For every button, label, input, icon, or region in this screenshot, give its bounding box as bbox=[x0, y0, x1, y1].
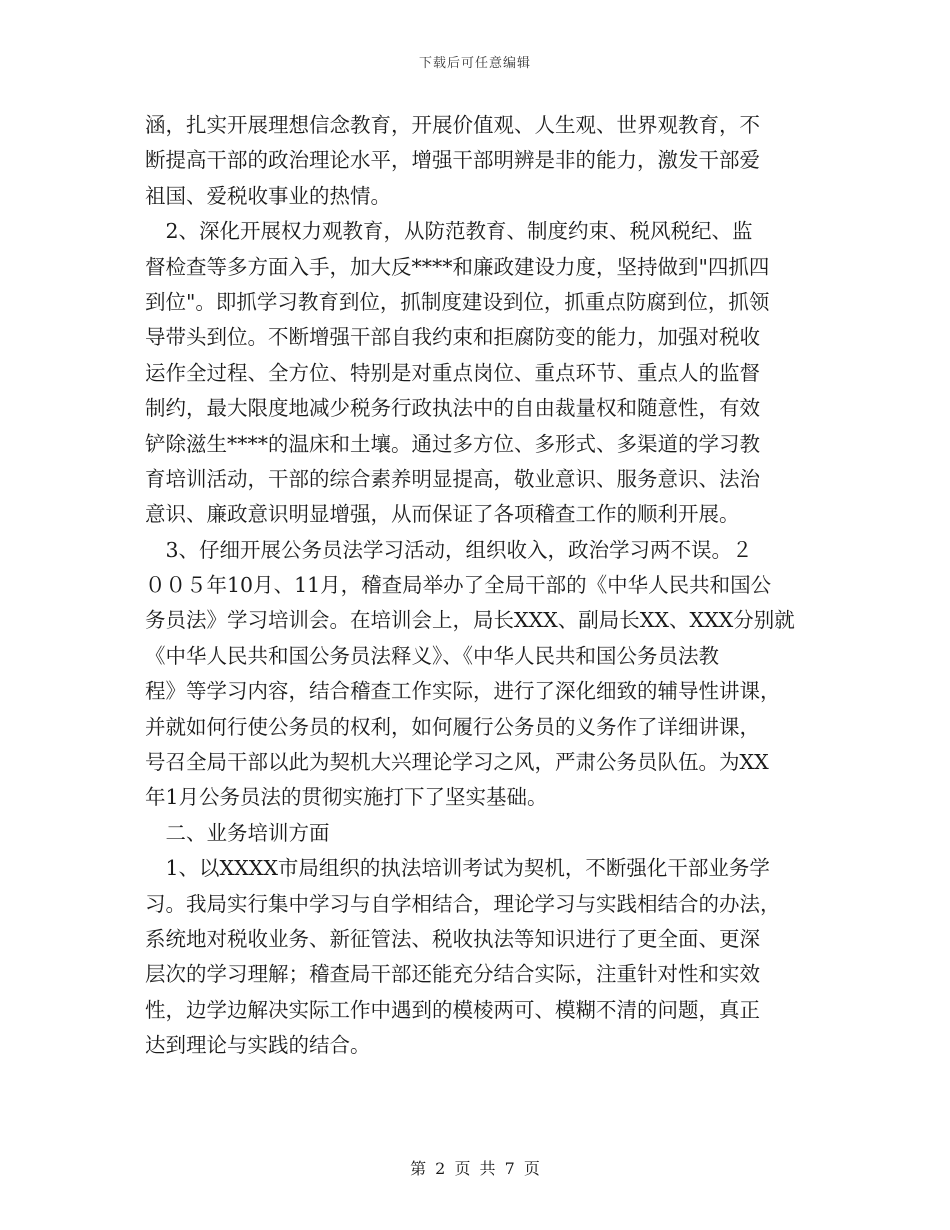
text-line: 习。我局实行集中学习与自学相结合，理论学习与实践相结合的办法， bbox=[145, 891, 781, 916]
text-line: 系统地对税收业务、新征管法、税收执法等知识进行了更全面、更深 bbox=[145, 926, 760, 951]
text-line: 号召全局干部以此为契机大兴理论学习之风，严肃公务员队伍。为XX bbox=[145, 750, 769, 775]
page-header: 下载后可任意编辑 bbox=[418, 56, 531, 71]
text-line: 到位"。即抓学习教育到位，抓制度建设到位，抓重点防腐到位，抓领 bbox=[145, 289, 770, 314]
section-heading: 二、业务培训方面 bbox=[145, 820, 330, 845]
text-line: 断提高干部的政治理论水平，增强干部明辨是非的能力，激发干部爱 bbox=[145, 148, 760, 173]
text-line: 1、以XXXX市局组织的执法培训考试为契机，不断强化干部业务学 bbox=[145, 856, 770, 881]
text-line: 程》等学习内容，结合稽查工作实际，进行了深化细致的辅导性讲课， bbox=[145, 679, 781, 704]
page-number-footer: 第 2 页 共 7 页 bbox=[410, 1159, 540, 1178]
text-line: 育培训活动，干部的综合素养明显提高，敬业意识、服务意识、法治 bbox=[145, 466, 760, 491]
text-line: 运作全过程、全方位、特别是对重点岗位、重点环节、重点人的监督 bbox=[145, 360, 760, 385]
text-line: 涵，扎实开展理想信念教育，开展价值观、人生观、世界观教育，不 bbox=[145, 113, 760, 137]
text-line: 导带头到位。不断增强干部自我约束和拒腐防变的能力，加强对税收 bbox=[145, 325, 760, 350]
text-line: 年1月公务员法的贯彻实施打下了坚实基础。 bbox=[145, 785, 548, 810]
text-line: 达到理论与实践的结合。 bbox=[145, 1033, 371, 1058]
text-line: 2、深化开展权力观教育，从防范教育、制度约束、税风税纪、监 bbox=[145, 219, 753, 244]
text-line: 意识、廉政意识明显增强，从而保证了各项稽查工作的顺利开展。 bbox=[145, 502, 740, 527]
document-body bbox=[145, 108, 807, 1064]
text-line: 性，边学边解决实际工作中遇到的模棱两可、模糊不清的问题，真正 bbox=[145, 997, 760, 1022]
text-line: 铲除滋生****的温床和土壤。通过多方位、多形式、多渠道的学习教 bbox=[145, 431, 760, 456]
text-line: 务员法》学习培训会。在培训会上，局长XXX、副局长XX、XXX分别就 bbox=[145, 608, 795, 633]
text-line: 督检查等多方面入手，加大反****和廉政建设力度，坚持做到"四抓四 bbox=[145, 254, 770, 279]
text-line: ００５年10月、11月，稽查局举办了全局干部的《中华人民共和国公 bbox=[145, 573, 772, 598]
text-line: 层次的学习理解；稽查局干部还能充分结合实际，注重针对性和实效 bbox=[145, 962, 760, 987]
text-line: 《中华人民共和国公务员法释义》、《中华人民共和国公务员法教 bbox=[145, 643, 719, 668]
text-line: 祖国、爱税收事业的热情。 bbox=[145, 183, 391, 208]
text-line: 并就如何行使公务员的权利，如何履行公务员的义务作了详细讲课， bbox=[145, 714, 760, 739]
text-line: 制约，最大限度地减少税务行政执法中的自由裁量权和随意性，有效 bbox=[145, 396, 760, 421]
text-line: 3、仔细开展公务员法学习活动，组织收入，政治学习两不误。２ bbox=[145, 537, 753, 562]
